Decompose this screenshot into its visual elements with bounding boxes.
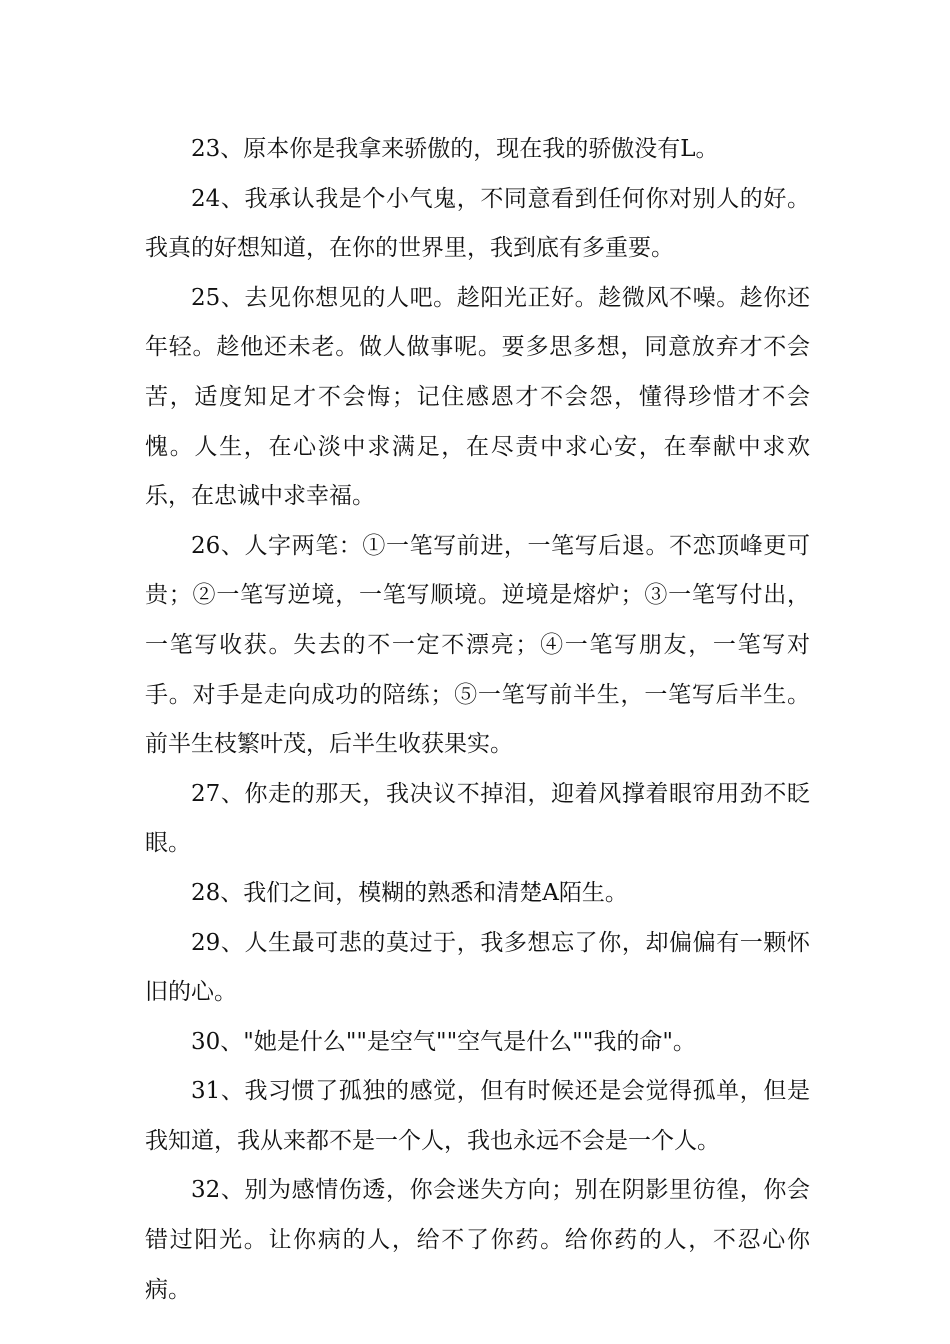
paragraph-27: 27、你走的那天，我决议不掉泪，迎着风撑着眼帘用劲不眨眼。 xyxy=(145,780,810,857)
paragraph-29: 29、人生最可悲的莫过于，我多想忘了你，却偏偏有一颗怀旧的心。 xyxy=(145,929,810,1006)
paragraph-31: 31、我习惯了孤独的感觉，但有时候还是会觉得孤单，但是我知道，我从来都不是一个人，我也永远不会是一个人。 xyxy=(145,1078,810,1154)
document-body xyxy=(145,125,810,1315)
paragraph-23: 23、原本你是我拿来骄傲的，现在我的骄傲没有L。 xyxy=(191,136,719,162)
paragraph-32: 32、别为感情伤透，你会迷失方向；别在阴影里彷徨，你会错过阳光。让你病的人，给不了你药。给你药的人，不忍心你病。 xyxy=(145,1177,810,1303)
paragraph-25: 25、去见你想见的人吧。趁阳光正好。趁微风不噪。趁你还年轻。趁他还未老。做人做事呢。要多思多想，同意放弃才不会苦，适度知足才不会悔；记住感恩才不会怨，懂得珍惜才不会愧。人生，在心淡中求满足，在尽责中求心安，在奉献中求欢乐，在忠诚中求幸福。 xyxy=(145,284,810,510)
paragraph-28: 28、我们之间，模糊的熟悉和清楚A陌生。 xyxy=(191,879,628,906)
paragraph-30: 30、"她是什么""是空气""空气是什么""我的命"。 xyxy=(191,1028,696,1055)
paragraph-26: 26、人字两笔：①一笔写前进，一笔写后退。不恋顶峰更可贵；②一笔写逆境，一笔写顺境。逆境是熔炉；③一笔写付出，一笔写收获。失去的不一定不漂亮；④一笔写朋友，一笔写对手。对手是走向成功的陪练；⑤一笔写前半生，一笔写后半生。前半生枝繁叶茂，后半生收获果实。 xyxy=(145,532,810,758)
paragraph-24: 24、我承认我是个小气鬼，不同意看到任何你对别人的好。我真的好想知道，在你的世界里，我到底有多重要。 xyxy=(145,185,810,262)
